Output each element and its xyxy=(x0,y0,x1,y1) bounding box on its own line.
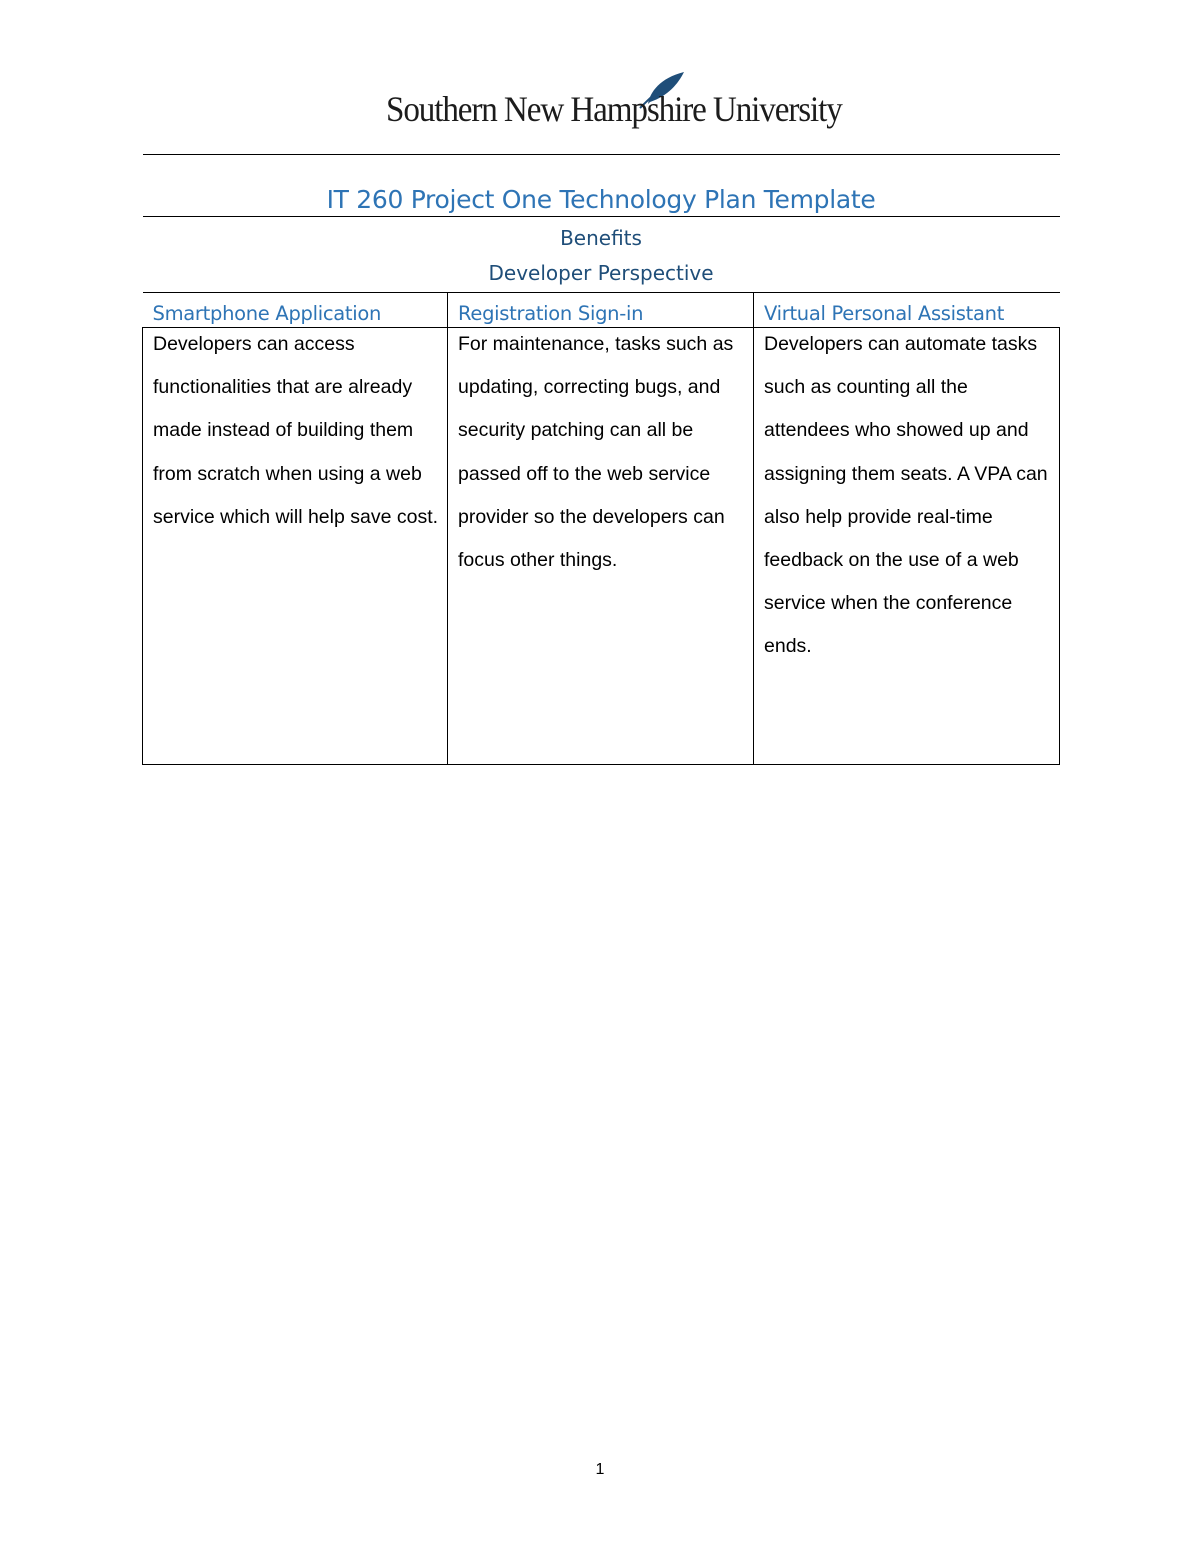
virtual-personal-assistant-text: Developers can automate tasks such as counting all the attendees who showed up and assigning them seats. A VPA can also help provide real-time feedback on the use of a web service when the conference ends. xyxy=(764,333,1048,658)
page-number: 1 xyxy=(595,1461,605,1478)
table-cell xyxy=(754,328,1060,765)
column-heading-virtual-personal-assistant: Virtual Personal Assistant xyxy=(764,302,1005,325)
table-subtitle-row xyxy=(143,217,1060,293)
university-logo xyxy=(386,70,842,138)
registration-sign-in-text: For maintenance, tasks such as updating, correcting bugs, and security patching can all be passed off to the web service provider so the developers can focus other things. xyxy=(458,333,734,572)
table-cell xyxy=(448,328,754,765)
technology-plan-table xyxy=(142,154,1060,765)
table-subtitle-cell xyxy=(143,217,1060,293)
subtitle-benefits: Benefits xyxy=(560,226,642,250)
subtitle-perspective: Developer Perspective xyxy=(488,261,714,285)
table-cell xyxy=(143,328,448,765)
table-body-row xyxy=(143,328,1060,765)
table-title-row xyxy=(143,155,1060,217)
document-title: IT 260 Project One Technology Plan Template xyxy=(326,185,876,214)
table-title-cell xyxy=(143,155,1060,217)
column-heading-smartphone-application: Smartphone Application xyxy=(152,302,382,325)
logo-wordmark: Southern New Hampshire University xyxy=(386,89,842,129)
smartphone-application-text: Developers can access functionalities that are already made instead of building them from scratch when using a web service which will help save cost. xyxy=(153,333,439,528)
column-heading-registration-sign-in: Registration Sign-in xyxy=(458,302,644,325)
